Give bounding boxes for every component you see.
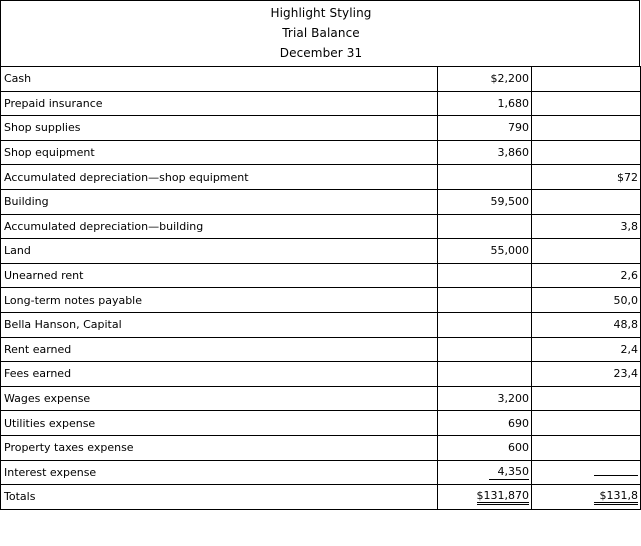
account-name: Utilities expense — [1, 411, 438, 436]
table-row — [1, 411, 641, 436]
table-row — [1, 91, 641, 116]
table-row — [1, 435, 641, 460]
account-name: Prepaid insurance — [1, 91, 438, 116]
debit-amount — [438, 288, 532, 313]
credit-amount — [532, 411, 641, 436]
table-row — [1, 214, 641, 239]
table-row — [1, 239, 641, 264]
table-row — [1, 165, 641, 190]
table-row — [1, 312, 641, 337]
credit-amount-text: 3,8 — [620, 219, 638, 233]
credit-amount-text: 2,4 — [620, 342, 638, 356]
credit-amount — [532, 362, 641, 387]
credit-amount-text: 50,0 — [613, 293, 638, 307]
credit-amount — [532, 165, 641, 190]
credit-amount-text: 2,6 — [620, 269, 638, 283]
debit-amount-text: 4,350 — [489, 465, 529, 480]
credit-amount — [532, 386, 641, 411]
credit-amount — [532, 337, 641, 362]
report-header — [0, 0, 640, 67]
table-row — [1, 140, 641, 165]
debit-amount — [438, 460, 532, 485]
debit-amount — [438, 214, 532, 239]
credit-amount — [532, 91, 641, 116]
account-name: Accumulated depreciation—shop equipment — [1, 165, 438, 190]
debit-amount — [438, 312, 532, 337]
table-row — [1, 362, 641, 387]
company-name: Highlight Styling — [270, 6, 372, 20]
credit-amount — [532, 239, 641, 264]
credit-amount-text: 23,4 — [613, 367, 638, 381]
credit-amount-text: 48,8 — [613, 318, 638, 332]
credit-total-text: $131,8 — [594, 489, 638, 505]
credit-amount — [532, 312, 641, 337]
credit-amount — [532, 263, 641, 288]
totals-row — [1, 485, 641, 510]
account-name: Land — [1, 239, 438, 264]
table-row — [1, 460, 641, 485]
credit-amount-text: $72 — [617, 170, 638, 184]
debit-total — [438, 485, 532, 510]
credit-amount — [532, 460, 641, 485]
credit-amount-text — [594, 474, 638, 476]
debit-amount: 690 — [438, 411, 532, 436]
credit-amount — [532, 189, 641, 214]
debit-amount: 55,000 — [438, 239, 532, 264]
account-name: Bella Hanson, Capital — [1, 312, 438, 337]
credit-amount — [532, 116, 641, 141]
account-name: Building — [1, 189, 438, 214]
account-name: Shop supplies — [1, 116, 438, 141]
debit-amount: 59,500 — [438, 189, 532, 214]
account-name: Property taxes expense — [1, 435, 438, 460]
account-name: Unearned rent — [1, 263, 438, 288]
account-name: Accumulated depreciation—building — [1, 214, 438, 239]
debit-amount — [438, 337, 532, 362]
account-name: Shop equipment — [1, 140, 438, 165]
debit-amount — [438, 362, 532, 387]
trial-balance-table — [0, 66, 641, 510]
credit-amount — [532, 435, 641, 460]
table-row — [1, 263, 641, 288]
account-name: Rent earned — [1, 337, 438, 362]
debit-amount: 3,860 — [438, 140, 532, 165]
credit-amount — [532, 67, 641, 92]
table-row — [1, 116, 641, 141]
account-name: Cash — [1, 67, 438, 92]
report-date: December 31 — [279, 46, 363, 60]
table-row — [1, 386, 641, 411]
credit-amount — [532, 140, 641, 165]
table-row — [1, 288, 641, 313]
credit-amount — [532, 288, 641, 313]
debit-amount — [438, 165, 532, 190]
table-row — [1, 189, 641, 214]
totals-label: Totals — [1, 485, 438, 510]
account-name: Wages expense — [1, 386, 438, 411]
credit-total — [532, 485, 641, 510]
debit-amount: $2,200 — [438, 67, 532, 92]
account-name: Interest expense — [1, 460, 438, 485]
debit-amount: 600 — [438, 435, 532, 460]
debit-total-text: $131,870 — [477, 489, 530, 505]
table-row — [1, 337, 641, 362]
debit-amount: 790 — [438, 116, 532, 141]
account-name: Fees earned — [1, 362, 438, 387]
debit-amount — [438, 263, 532, 288]
debit-amount: 1,680 — [438, 91, 532, 116]
credit-amount — [532, 214, 641, 239]
table-row — [1, 67, 641, 92]
debit-amount: 3,200 — [438, 386, 532, 411]
account-name: Long-term notes payable — [1, 288, 438, 313]
report-title: Trial Balance — [282, 26, 360, 40]
